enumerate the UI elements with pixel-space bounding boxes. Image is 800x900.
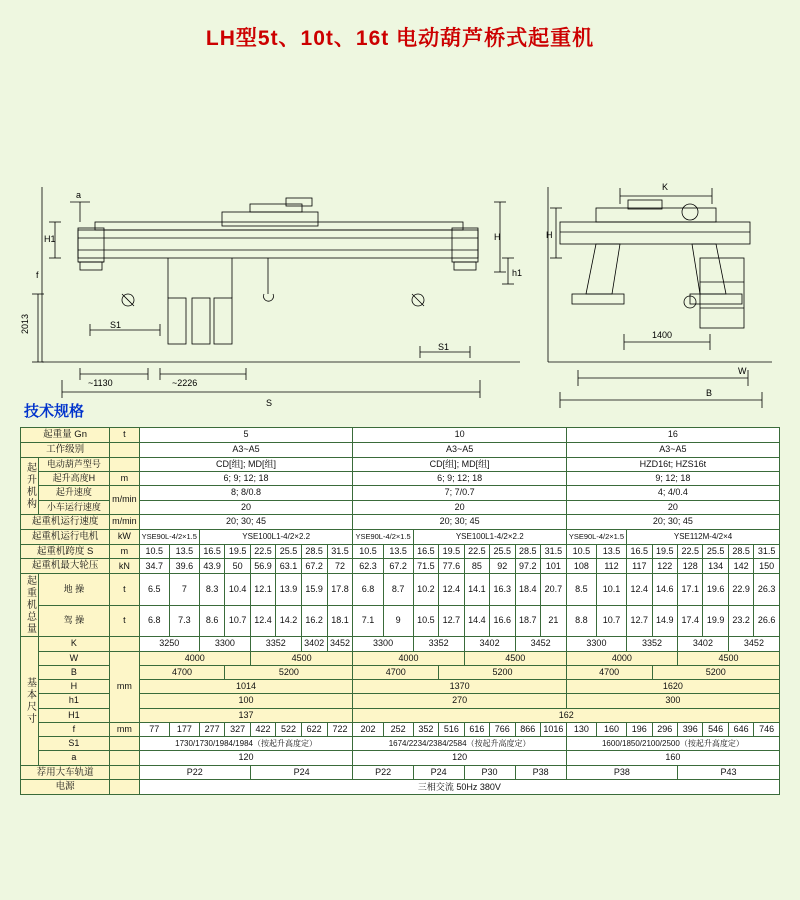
cell: 3402 bbox=[464, 637, 515, 651]
cell: 16.5 bbox=[627, 544, 652, 559]
cell: 296 bbox=[652, 722, 677, 736]
page-title: LH型5t、10t、16t 电动葫芦桥式起重机 bbox=[205, 27, 595, 50]
cell: 19.5 bbox=[652, 544, 677, 559]
cell: 8.8 bbox=[566, 605, 596, 637]
row-label: 小车运行速度 bbox=[38, 500, 110, 514]
cell: 4; 4/0.4 bbox=[566, 486, 779, 500]
cell: 10.5 bbox=[413, 605, 438, 637]
cell: 15.9 bbox=[301, 574, 327, 606]
cell: 8; 8/0.8 bbox=[139, 486, 353, 500]
row-label: 起升速度 bbox=[38, 486, 110, 500]
row-unit: t bbox=[110, 428, 140, 443]
cell: 17.1 bbox=[677, 574, 702, 606]
cell: 142 bbox=[728, 559, 753, 574]
label-1130: ~1130 bbox=[88, 378, 113, 388]
cell: 3352 bbox=[250, 637, 301, 651]
row-unit: t bbox=[110, 605, 140, 637]
cell: 10.4 bbox=[225, 574, 250, 606]
row-unit: mm bbox=[110, 651, 140, 722]
cell: 4000 bbox=[139, 651, 250, 665]
cell: P43 bbox=[677, 765, 779, 780]
cell: 25.5 bbox=[703, 544, 728, 559]
cell: 14.1 bbox=[464, 574, 489, 606]
label-W: W bbox=[738, 366, 747, 376]
row-label: 起重机运行速度 bbox=[21, 514, 110, 529]
cell: 71.5 bbox=[413, 559, 438, 574]
cell: 8.6 bbox=[199, 605, 224, 637]
cell: 270 bbox=[353, 694, 566, 708]
cell: P22 bbox=[139, 765, 250, 780]
cell: 352 bbox=[413, 722, 438, 736]
row-unit: t bbox=[110, 574, 140, 606]
cell: 8.7 bbox=[383, 574, 413, 606]
cell: 16 bbox=[566, 428, 779, 443]
row-label: 起重机最大轮压 bbox=[21, 559, 110, 574]
cell: 19.9 bbox=[703, 605, 728, 637]
label-2226: ~2226 bbox=[172, 378, 198, 388]
cell: 4700 bbox=[139, 665, 225, 679]
table-row bbox=[21, 722, 780, 736]
cell: 23.2 bbox=[728, 605, 753, 637]
cell: 77.6 bbox=[439, 559, 464, 574]
cell: YSE90L-4/2×1.5 bbox=[353, 529, 413, 544]
row-unit: m bbox=[110, 472, 140, 486]
cell: 722 bbox=[327, 722, 353, 736]
label-a: a bbox=[76, 190, 82, 200]
cell: 31.5 bbox=[540, 544, 566, 559]
cell: 25.5 bbox=[276, 544, 301, 559]
cell: 97.2 bbox=[515, 559, 540, 574]
cell: 10.5 bbox=[566, 544, 596, 559]
row-label: S1 bbox=[38, 737, 110, 751]
cell: 67.2 bbox=[301, 559, 327, 574]
cell: 31.5 bbox=[327, 544, 353, 559]
label-B: B bbox=[706, 388, 713, 398]
row-label: B bbox=[38, 665, 110, 679]
label-f: f bbox=[36, 270, 39, 280]
row-label: 起重机运行电机 bbox=[21, 529, 110, 544]
cell: 10.2 bbox=[413, 574, 438, 606]
cell: 622 bbox=[301, 722, 327, 736]
cell: 43.9 bbox=[199, 559, 224, 574]
cell: 150 bbox=[754, 559, 780, 574]
cell: 8.3 bbox=[199, 574, 224, 606]
cell: 14.4 bbox=[464, 605, 489, 637]
cell: 17.8 bbox=[327, 574, 353, 606]
cell: 18.4 bbox=[515, 574, 540, 606]
row-label: W bbox=[38, 651, 110, 665]
row-label: 起重量 Gn bbox=[21, 428, 110, 443]
cell: P24 bbox=[413, 765, 464, 780]
cell: YSE90L-4/2×1.5 bbox=[566, 529, 626, 544]
cell: 5200 bbox=[652, 665, 779, 679]
cell: 134 bbox=[703, 559, 728, 574]
label-H-left: H bbox=[494, 232, 501, 242]
cell: 101 bbox=[540, 559, 566, 574]
row-label: 驾 操 bbox=[38, 605, 110, 637]
label-2013: 2013 bbox=[20, 313, 30, 334]
cell: 17.4 bbox=[677, 605, 702, 637]
cell: 866 bbox=[515, 722, 540, 736]
cell: 28.5 bbox=[515, 544, 540, 559]
cell: 1674/2234/2384/2584（按起升高度定） bbox=[353, 737, 566, 751]
label-h1: h1 bbox=[512, 268, 523, 278]
cell: 56.9 bbox=[250, 559, 275, 574]
cell: 4500 bbox=[677, 651, 779, 665]
row-label: h1 bbox=[38, 694, 110, 708]
row-unit bbox=[110, 751, 140, 765]
cell: 22.9 bbox=[728, 574, 753, 606]
cell: 9 bbox=[383, 605, 413, 637]
cell: A3~A5 bbox=[139, 442, 353, 457]
row-label: 电源 bbox=[21, 780, 110, 795]
cell: 1014 bbox=[139, 680, 353, 694]
label-1400: 1400 bbox=[652, 330, 673, 340]
cell: 12.7 bbox=[627, 605, 652, 637]
cell: 67.2 bbox=[383, 559, 413, 574]
table-row bbox=[21, 737, 780, 751]
cell: 6.5 bbox=[139, 574, 169, 606]
cell: 160 bbox=[596, 722, 626, 736]
cell: A3~A5 bbox=[353, 442, 566, 457]
cell: 5 bbox=[139, 428, 353, 443]
cell: 3452 bbox=[327, 637, 353, 651]
row-unit: m bbox=[110, 544, 140, 559]
cell: 22.5 bbox=[250, 544, 275, 559]
cell: 196 bbox=[627, 722, 652, 736]
row-label: 起升高度H bbox=[38, 472, 110, 486]
cell: 62.3 bbox=[353, 559, 383, 574]
cell: 26.3 bbox=[754, 574, 780, 606]
cell: 1600/1850/2100/2500（按起升高度定） bbox=[566, 737, 779, 751]
row-unit bbox=[110, 780, 140, 795]
row-label: H bbox=[38, 680, 110, 694]
cell: 12.4 bbox=[439, 574, 464, 606]
cell: 3402 bbox=[301, 637, 327, 651]
cell: CD[组]; MD[组] bbox=[139, 457, 353, 471]
cell: 1016 bbox=[540, 722, 566, 736]
cell: 120 bbox=[353, 751, 566, 765]
cell: 3452 bbox=[515, 637, 566, 651]
label-H1: H1 bbox=[44, 234, 56, 244]
row-label: 荐用大车轨道 bbox=[21, 765, 110, 780]
table-row bbox=[21, 472, 780, 486]
cell: 10 bbox=[353, 428, 566, 443]
cell: 3300 bbox=[199, 637, 250, 651]
cell: 20; 30; 45 bbox=[139, 514, 353, 529]
cell: 85 bbox=[464, 559, 489, 574]
cell: 14.2 bbox=[276, 605, 301, 637]
cell: 3300 bbox=[353, 637, 413, 651]
cell: 39.6 bbox=[169, 559, 199, 574]
cell: 26.6 bbox=[754, 605, 780, 637]
cell: 19.6 bbox=[703, 574, 728, 606]
cell: 1370 bbox=[353, 680, 566, 694]
cell: 327 bbox=[225, 722, 250, 736]
cell: 13.5 bbox=[169, 544, 199, 559]
row-unit: mm bbox=[110, 722, 140, 736]
section-title: 技术规格 bbox=[24, 403, 85, 420]
cell: 3352 bbox=[627, 637, 678, 651]
table-row bbox=[21, 529, 780, 544]
spec-table bbox=[20, 427, 780, 795]
cell: 616 bbox=[464, 722, 489, 736]
cell: 14.6 bbox=[652, 574, 677, 606]
cell: 162 bbox=[353, 708, 780, 722]
cell: 16.2 bbox=[301, 605, 327, 637]
cell: 7.1 bbox=[353, 605, 383, 637]
cell: 108 bbox=[566, 559, 596, 574]
cell: P24 bbox=[250, 765, 353, 780]
group-label: 起升机构 bbox=[21, 457, 39, 514]
group-label: 起重机总量 bbox=[21, 574, 39, 637]
cell: 122 bbox=[652, 559, 677, 574]
cell: 120 bbox=[139, 751, 353, 765]
row-unit bbox=[110, 442, 140, 457]
cell: 20.7 bbox=[540, 574, 566, 606]
cell: 3452 bbox=[728, 637, 779, 651]
cell: HZD16t; HZS16t bbox=[566, 457, 779, 471]
cell: 10.5 bbox=[353, 544, 383, 559]
cell: 19.5 bbox=[225, 544, 250, 559]
row-unit: m/min bbox=[110, 514, 140, 529]
label-S1-left: S1 bbox=[110, 320, 122, 330]
table-row bbox=[21, 457, 780, 471]
cell: 6.8 bbox=[353, 574, 383, 606]
cell: 16.6 bbox=[490, 605, 515, 637]
label-K: K bbox=[662, 182, 669, 192]
table-row bbox=[21, 559, 780, 574]
technical-drawing bbox=[0, 62, 800, 408]
group-label: 基本尺寸 bbox=[21, 637, 39, 765]
drawing-svg bbox=[0, 62, 800, 408]
row-unit: m/min bbox=[110, 486, 140, 515]
cell: 6.8 bbox=[139, 605, 169, 637]
cell: YSE100L1-4/2×2.2 bbox=[413, 529, 566, 544]
cell: 3352 bbox=[413, 637, 464, 651]
cell: 77 bbox=[139, 722, 169, 736]
cell: 72 bbox=[327, 559, 353, 574]
cell: 12.4 bbox=[250, 605, 275, 637]
cell: 16.5 bbox=[199, 544, 224, 559]
cell: 300 bbox=[566, 694, 779, 708]
row-label: 起重机跨度 S bbox=[21, 544, 110, 559]
table-row bbox=[21, 637, 780, 651]
cell: 3250 bbox=[139, 637, 199, 651]
cell: 202 bbox=[353, 722, 383, 736]
cell: P38 bbox=[566, 765, 677, 780]
cell: P30 bbox=[464, 765, 515, 780]
cell: 13.5 bbox=[596, 544, 626, 559]
table-row bbox=[21, 605, 780, 637]
row-label: H1 bbox=[38, 708, 110, 722]
cell: 7 bbox=[169, 574, 199, 606]
cell: 1620 bbox=[566, 680, 779, 694]
cell: 3402 bbox=[677, 637, 728, 651]
table-row bbox=[21, 651, 780, 665]
cell: 4700 bbox=[566, 665, 652, 679]
cell: 6; 9; 12; 18 bbox=[139, 472, 353, 486]
cell: 396 bbox=[677, 722, 702, 736]
table-row bbox=[21, 486, 780, 500]
cell: 9; 12; 18 bbox=[566, 472, 779, 486]
table-row bbox=[21, 574, 780, 606]
cell: 10.7 bbox=[596, 605, 626, 637]
cell: 34.7 bbox=[139, 559, 169, 574]
cell: 4000 bbox=[353, 651, 464, 665]
cell: 92 bbox=[490, 559, 515, 574]
cell: 766 bbox=[490, 722, 515, 736]
cell: 28.5 bbox=[301, 544, 327, 559]
table-row bbox=[21, 780, 780, 795]
row-label: K bbox=[38, 637, 110, 651]
cell: 12.7 bbox=[439, 605, 464, 637]
label-H-right: H bbox=[546, 230, 553, 240]
cell: 4500 bbox=[250, 651, 353, 665]
cell: 7; 7/0.7 bbox=[353, 486, 566, 500]
cell: 18.7 bbox=[515, 605, 540, 637]
cell: 6; 9; 12; 18 bbox=[353, 472, 566, 486]
table-row bbox=[21, 442, 780, 457]
label-S: S bbox=[266, 398, 273, 408]
cell: 422 bbox=[250, 722, 275, 736]
cell: 20; 30; 45 bbox=[566, 514, 779, 529]
cell: YSE90L-4/2×1.5 bbox=[139, 529, 199, 544]
cell: 20 bbox=[566, 500, 779, 514]
cell: 20 bbox=[139, 500, 353, 514]
cell: 50 bbox=[225, 559, 250, 574]
cell: YSE112M-4/2×4 bbox=[627, 529, 780, 544]
row-label: 地 操 bbox=[38, 574, 110, 606]
cell: 10.5 bbox=[139, 544, 169, 559]
cell: A3~A5 bbox=[566, 442, 779, 457]
table-row bbox=[21, 765, 780, 780]
cell: 177 bbox=[169, 722, 199, 736]
cell: 4500 bbox=[464, 651, 566, 665]
cell: 三相交流 50Hz 380V bbox=[139, 780, 779, 795]
cell: 10.7 bbox=[225, 605, 250, 637]
cell: 4000 bbox=[566, 651, 677, 665]
cell: 8.5 bbox=[566, 574, 596, 606]
cell: 28.5 bbox=[728, 544, 753, 559]
cell: 252 bbox=[383, 722, 413, 736]
cell: 18.1 bbox=[327, 605, 353, 637]
cell: 7.3 bbox=[169, 605, 199, 637]
cell: 21 bbox=[540, 605, 566, 637]
cell: 25.5 bbox=[490, 544, 515, 559]
cell: 100 bbox=[139, 694, 353, 708]
cell: P22 bbox=[353, 765, 413, 780]
cell: 13.5 bbox=[383, 544, 413, 559]
cell: 277 bbox=[199, 722, 224, 736]
cell: YSE100L1-4/2×2.2 bbox=[199, 529, 353, 544]
cell: 13.9 bbox=[276, 574, 301, 606]
table-row bbox=[21, 514, 780, 529]
cell: 22.5 bbox=[464, 544, 489, 559]
cell: 22.5 bbox=[677, 544, 702, 559]
row-unit: kN bbox=[110, 559, 140, 574]
table-row bbox=[21, 428, 780, 443]
cell: 117 bbox=[627, 559, 652, 574]
cell: P38 bbox=[515, 765, 566, 780]
row-unit bbox=[110, 737, 140, 751]
cell: CD[组]; MD[组] bbox=[353, 457, 566, 471]
row-label: f bbox=[38, 722, 110, 736]
cell: 14.9 bbox=[652, 605, 677, 637]
row-unit bbox=[110, 457, 140, 471]
cell: 20; 30; 45 bbox=[353, 514, 566, 529]
cell: 19.5 bbox=[439, 544, 464, 559]
cell: 646 bbox=[728, 722, 753, 736]
row-unit bbox=[110, 765, 140, 780]
cell: 5200 bbox=[439, 665, 567, 679]
label-S1-right: S1 bbox=[438, 342, 450, 352]
cell: 3300 bbox=[566, 637, 626, 651]
table-row bbox=[21, 751, 780, 765]
cell: 112 bbox=[596, 559, 626, 574]
cell: 130 bbox=[566, 722, 596, 736]
cell: 12.4 bbox=[627, 574, 652, 606]
row-label: a bbox=[38, 751, 110, 765]
cell: 746 bbox=[754, 722, 780, 736]
cell: 137 bbox=[139, 708, 353, 722]
cell: 16.3 bbox=[490, 574, 515, 606]
row-unit: kW bbox=[110, 529, 140, 544]
cell: 128 bbox=[677, 559, 702, 574]
cell: 10.1 bbox=[596, 574, 626, 606]
row-unit bbox=[110, 637, 140, 651]
row-label: 电动葫芦型号 bbox=[38, 457, 110, 471]
cell: 546 bbox=[703, 722, 728, 736]
cell: 4700 bbox=[353, 665, 439, 679]
cell: 522 bbox=[276, 722, 301, 736]
cell: 516 bbox=[439, 722, 464, 736]
cell: 160 bbox=[566, 751, 779, 765]
cell: 20 bbox=[353, 500, 566, 514]
cell: 31.5 bbox=[754, 544, 780, 559]
cell: 12.1 bbox=[250, 574, 275, 606]
cell: 16.5 bbox=[413, 544, 438, 559]
table-row bbox=[21, 544, 780, 559]
cell: 63.1 bbox=[276, 559, 301, 574]
cell: 1730/1730/1984/1984（按起升高度定） bbox=[139, 737, 353, 751]
row-label: 工作级别 bbox=[21, 442, 110, 457]
cell: 5200 bbox=[225, 665, 353, 679]
